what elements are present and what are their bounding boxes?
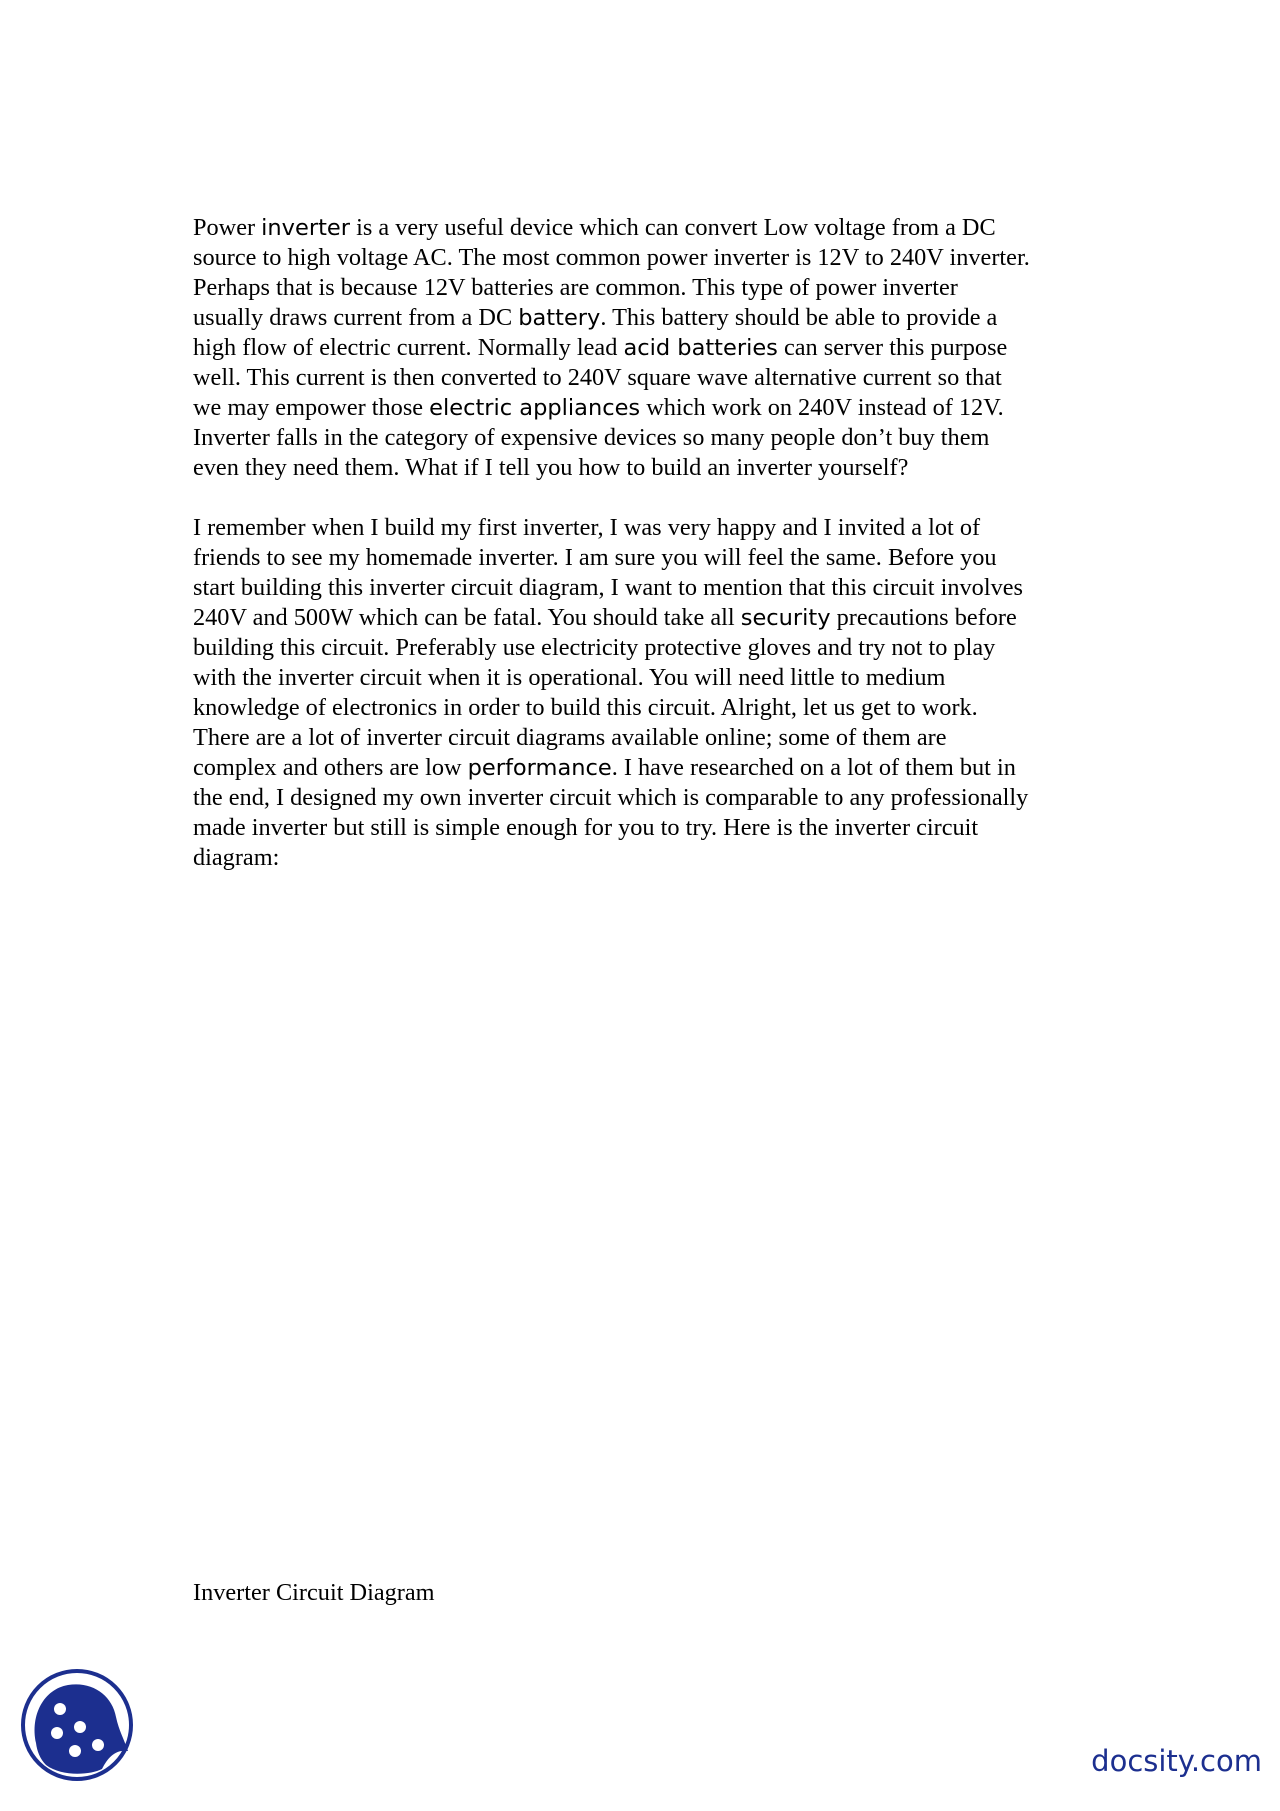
text-segment: made inverter but still is simple enough for you to try. Here is the inverter circuit	[193, 814, 979, 841]
text-line	[193, 513, 1103, 543]
text-line	[193, 603, 1103, 633]
text-line	[193, 243, 1103, 273]
text-segment: high flow of electric current. Normally lead	[193, 334, 624, 361]
text-line	[193, 723, 1103, 753]
text-segment: Perhaps that is because 12V batteries are common. This type of power inverter	[193, 274, 958, 301]
text-line	[193, 843, 1103, 873]
text-segment: I remember when I build my first inverter, I was very happy and I invited a lot of	[193, 514, 981, 541]
figure-caption: Inverter Circuit Diagram	[193, 1579, 435, 1606]
text-segment: There are a lot of inverter circuit diagrams available online; some of them are	[193, 724, 947, 751]
text-line	[193, 363, 1103, 393]
text-segment: Inverter falls in the category of expensive devices so many people don’t buy them	[193, 424, 990, 451]
text-line	[193, 333, 1103, 363]
text-segment: diagram:	[193, 844, 280, 871]
paragraph	[193, 213, 1103, 483]
text-line	[193, 573, 1103, 603]
docsity-logo-graphic	[20, 1665, 135, 1785]
keyword-link[interactable]: battery	[518, 305, 601, 331]
text-line	[193, 753, 1103, 783]
text-line	[193, 303, 1103, 333]
keyword-link[interactable]: security	[740, 605, 831, 631]
text-line	[193, 543, 1103, 573]
text-segment: building this circuit. Preferably use electricity protective gloves and try not to play	[193, 634, 996, 661]
text-segment: with the inverter circuit when it is operational. You will need little to medium	[193, 664, 946, 691]
text-segment: friends to see my homemade inverter. I am sure you will feel the same. Before you	[193, 544, 997, 571]
text-line	[193, 693, 1103, 723]
text-line	[193, 273, 1103, 303]
keyword-link[interactable]: acid batteries	[623, 335, 778, 361]
text-segment: the end, I designed my own inverter circuit which is comparable to any professionally	[193, 784, 1029, 811]
docsity-logo-icon[interactable]	[20, 1665, 135, 1785]
keyword-link[interactable]: performance	[467, 755, 612, 781]
text-line	[193, 213, 1103, 243]
text-segment: even they need them. What if I tell you how to build an inverter yourself?	[193, 454, 909, 481]
text-line	[193, 783, 1103, 813]
text-line	[193, 813, 1103, 843]
text-segment: . This battery should be able to provide a	[600, 304, 998, 331]
text-segment: well. This current is then converted to 240V square wave alternative current so that	[193, 364, 1002, 391]
text-segment: knowledge of electronics in order to build this circuit. Alright, let us get to work.	[193, 694, 978, 721]
text-line	[193, 453, 1103, 483]
text-segment: 240V and 500W which can be fatal. You should take all	[193, 604, 741, 631]
text-segment: start building this inverter circuit diagram, I want to mention that this circuit involves	[193, 574, 1023, 601]
text-segment: . I have researched on a lot of them but in	[611, 754, 1016, 781]
text-segment: source to high voltage AC. The most common power inverter is 12V to 240V inverter.	[193, 244, 1030, 271]
text-segment: precautions before	[830, 604, 1017, 631]
text-segment: can server this purpose	[777, 334, 1008, 361]
document-body	[193, 213, 1103, 873]
brand-link[interactable]: docsity.com	[1091, 1744, 1262, 1778]
text-line	[193, 663, 1103, 693]
text-segment: usually draws current from a DC	[193, 304, 519, 331]
keyword-link[interactable]: inverter	[261, 215, 351, 241]
text-line	[193, 423, 1103, 453]
paragraph	[193, 513, 1103, 873]
keyword-link[interactable]: electric appliances	[429, 395, 641, 421]
text-line	[193, 633, 1103, 663]
text-line	[193, 393, 1103, 423]
text-segment: complex and others are low	[193, 754, 468, 781]
text-segment: is a very useful device which can convert Low voltage from a DC	[350, 214, 996, 241]
text-segment: we may empower those	[193, 394, 430, 421]
text-segment: which work on 240V instead of 12V.	[640, 394, 1004, 421]
text-segment: Power	[193, 214, 262, 241]
